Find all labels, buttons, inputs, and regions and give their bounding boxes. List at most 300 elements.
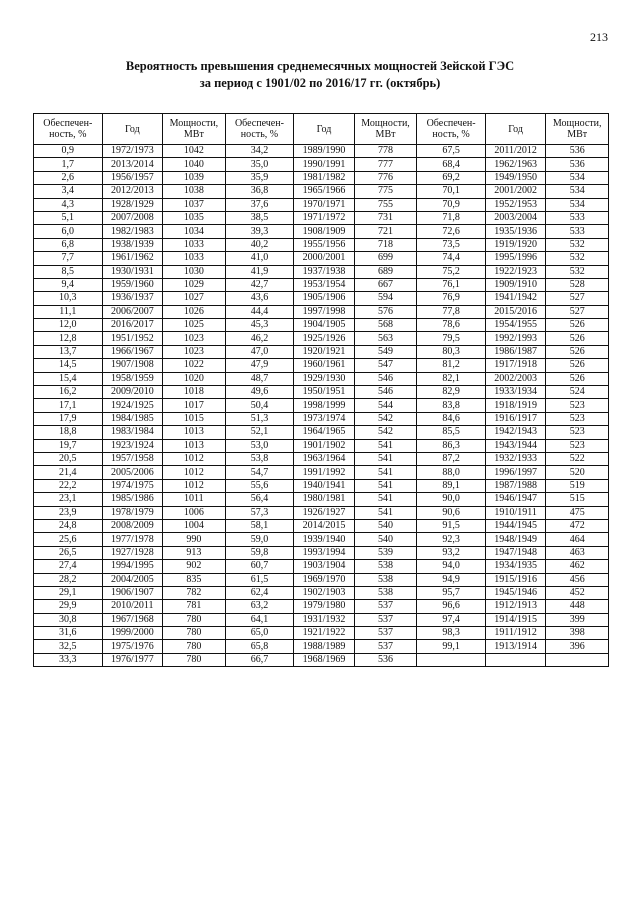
probability-cell: 17,1 [34,399,103,412]
year-cell: 1913/1914 [485,640,546,653]
probability-cell: 75,2 [417,265,486,278]
power-cell: 534 [546,171,609,184]
year-cell: 1922/1923 [485,265,546,278]
power-cell: 526 [546,319,609,332]
table-row [34,158,609,171]
year-cell: 1939/1940 [294,533,355,546]
probability-cell: 23,1 [34,493,103,506]
probability-cell: 54,7 [225,466,294,479]
table-row [34,145,609,158]
power-cell: 1012 [163,466,226,479]
power-cell: 475 [546,506,609,519]
power-cell: 533 [546,211,609,224]
probability-cell: 47,0 [225,345,294,358]
table-row [34,653,609,666]
year-cell: 1990/1991 [294,158,355,171]
table-row [34,319,609,332]
probability-cell [417,653,486,666]
probability-cell: 45,3 [225,319,294,332]
year-cell: 2007/2008 [102,211,163,224]
probability-cell: 88,0 [417,466,486,479]
power-cell: 527 [546,292,609,305]
probability-cell: 25,6 [34,533,103,546]
year-cell: 1966/1967 [102,345,163,358]
probability-cell: 56,4 [225,493,294,506]
power-cell: 541 [354,466,417,479]
year-cell: 2000/2001 [294,252,355,265]
year-cell: 1975/1976 [102,640,163,653]
year-cell: 2004/2005 [102,573,163,586]
year-cell: 1993/1994 [294,546,355,559]
power-cell: 399 [546,613,609,626]
power-cell: 523 [546,439,609,452]
year-cell: 1919/1920 [485,238,546,251]
year-cell: 1907/1908 [102,359,163,372]
power-cell: 533 [546,225,609,238]
power-cell: 541 [354,452,417,465]
probability-cell: 3,4 [34,185,103,198]
power-cell: 546 [354,372,417,385]
table-row [34,171,609,184]
table-row [34,198,609,211]
year-cell: 2012/2013 [102,185,163,198]
probability-cell: 31,6 [34,627,103,640]
power-cell: 835 [163,573,226,586]
power-cell: 689 [354,265,417,278]
year-cell: 1935/1936 [485,225,546,238]
probability-cell: 97,4 [417,613,486,626]
power-cell: 1012 [163,479,226,492]
probability-cell: 51,3 [225,412,294,425]
probability-cell: 55,6 [225,479,294,492]
year-cell: 1997/1998 [294,305,355,318]
power-cell: 1026 [163,305,226,318]
year-cell: 1917/1918 [485,359,546,372]
year-cell: 1982/1983 [102,225,163,238]
year-cell: 1934/1935 [485,560,546,573]
probability-cell: 52,1 [225,426,294,439]
power-cell: 721 [354,225,417,238]
probability-cell: 41,9 [225,265,294,278]
probability-cell: 20,5 [34,452,103,465]
probability-cell: 0,9 [34,145,103,158]
year-cell: 2014/2015 [294,519,355,532]
power-cell: 549 [354,345,417,358]
year-cell: 1904/1905 [294,319,355,332]
power-cell: 398 [546,627,609,640]
year-cell: 2013/2014 [102,158,163,171]
probability-cell: 85,5 [417,426,486,439]
power-cell: 780 [163,613,226,626]
probability-cell: 5,1 [34,211,103,224]
page-number: 213 [590,30,608,44]
year-cell: 1988/1989 [294,640,355,653]
power-cell: 448 [546,600,609,613]
probability-cell: 53,8 [225,452,294,465]
year-cell: 1969/1970 [294,573,355,586]
year-cell: 1950/1951 [294,386,355,399]
table-row [34,452,609,465]
power-cell: 463 [546,546,609,559]
power-cell: 1040 [163,158,226,171]
header-power-1: Мощности, МВт [163,114,226,145]
probability-cell: 87,2 [417,452,486,465]
page-title [0,58,640,92]
year-cell: 1974/1975 [102,479,163,492]
probability-cell: 63,2 [225,600,294,613]
power-cell: 1038 [163,185,226,198]
power-cell: 731 [354,211,417,224]
year-cell: 1971/1972 [294,211,355,224]
year-cell: 1933/1934 [485,386,546,399]
probability-cell: 78,6 [417,319,486,332]
probability-cell: 1,7 [34,158,103,171]
year-cell: 1962/1963 [485,158,546,171]
probability-cell: 60,7 [225,560,294,573]
table-row [34,426,609,439]
title-line-1: Вероятность превышения среднемесячных мощностей Зейской ГЭС [125,59,515,73]
header-probability-2: Обеспечен-ность, % [225,114,294,145]
year-cell: 1927/1928 [102,546,163,559]
power-cell: 1013 [163,439,226,452]
probability-cell: 38,5 [225,211,294,224]
header-probability-3: Обеспечен-ность, % [417,114,486,145]
year-cell: 1915/1916 [485,573,546,586]
probability-cell: 43,6 [225,292,294,305]
probability-cell: 59,8 [225,546,294,559]
power-cell: 523 [546,412,609,425]
probability-cell: 14,5 [34,359,103,372]
year-cell: 1926/1927 [294,506,355,519]
year-cell: 2016/2017 [102,319,163,332]
power-cell: 1022 [163,359,226,372]
probability-cell: 23,9 [34,506,103,519]
header-probability-1: Обеспечен-ность, % [34,114,103,145]
power-cell: 1012 [163,452,226,465]
year-cell [485,653,546,666]
year-cell: 2015/2016 [485,305,546,318]
power-cell: 534 [546,198,609,211]
year-cell: 1970/1971 [294,198,355,211]
probability-cell: 81,2 [417,359,486,372]
power-cell: 547 [354,359,417,372]
probability-cell: 99,1 [417,640,486,653]
probability-cell: 53,0 [225,439,294,452]
power-cell: 667 [354,278,417,291]
probability-cell: 48,7 [225,372,294,385]
table-row [34,332,609,345]
year-cell: 1936/1937 [102,292,163,305]
power-cell: 532 [546,238,609,251]
power-cell: 520 [546,466,609,479]
probability-cell: 79,5 [417,332,486,345]
power-cell: 524 [546,386,609,399]
probability-cell: 41,0 [225,252,294,265]
year-cell: 1953/1954 [294,278,355,291]
power-cell: 775 [354,185,417,198]
probability-cell: 84,6 [417,412,486,425]
probability-cell: 13,7 [34,345,103,358]
power-cell: 538 [354,560,417,573]
probability-cell: 70,9 [417,198,486,211]
power-cell: 1039 [163,171,226,184]
probability-cell: 44,4 [225,305,294,318]
year-cell: 1959/1960 [102,278,163,291]
year-cell: 1947/1948 [485,546,546,559]
probability-cell: 90,0 [417,493,486,506]
year-cell: 1906/1907 [102,586,163,599]
year-cell: 1967/1968 [102,613,163,626]
table-row [34,439,609,452]
probability-cell: 40,2 [225,238,294,251]
table-row [34,600,609,613]
year-cell: 1961/1962 [102,252,163,265]
table-row [34,560,609,573]
year-cell: 1925/1926 [294,332,355,345]
probability-cell: 62,4 [225,586,294,599]
probability-cell: 9,4 [34,278,103,291]
probability-cell: 58,1 [225,519,294,532]
power-cell: 452 [546,586,609,599]
year-cell: 1949/1950 [485,171,546,184]
year-cell: 1951/1952 [102,332,163,345]
probability-cell: 4,3 [34,198,103,211]
probability-cell: 37,6 [225,198,294,211]
year-cell: 1972/1973 [102,145,163,158]
power-cell: 544 [354,399,417,412]
power-cell: 526 [546,345,609,358]
year-cell: 1901/1902 [294,439,355,452]
probability-cell: 93,2 [417,546,486,559]
power-cell: 541 [354,493,417,506]
probability-cell: 26,5 [34,546,103,559]
year-cell: 1989/1990 [294,145,355,158]
year-cell: 1952/1953 [485,198,546,211]
table-row [34,265,609,278]
power-cell: 902 [163,560,226,573]
power-cell: 1004 [163,519,226,532]
probability-cell: 77,8 [417,305,486,318]
probability-cell: 70,1 [417,185,486,198]
power-cell: 1017 [163,399,226,412]
probability-cell: 27,4 [34,560,103,573]
probability-cell: 7,7 [34,252,103,265]
year-cell: 1981/1982 [294,171,355,184]
year-cell: 1955/1956 [294,238,355,251]
year-cell: 1999/2000 [102,627,163,640]
year-cell: 1909/1910 [485,278,546,291]
probability-cell: 28,2 [34,573,103,586]
year-cell: 1908/1909 [294,225,355,238]
table-row [34,573,609,586]
year-cell: 1910/1911 [485,506,546,519]
probability-cell: 29,1 [34,586,103,599]
probability-cell: 98,3 [417,627,486,640]
probability-cell: 83,8 [417,399,486,412]
year-cell: 1980/1981 [294,493,355,506]
probability-cell: 42,7 [225,278,294,291]
power-cell: 536 [354,653,417,666]
year-cell: 2011/2012 [485,145,546,158]
probability-cell: 92,3 [417,533,486,546]
year-cell: 1977/1978 [102,533,163,546]
power-cell: 568 [354,319,417,332]
year-cell: 1965/1966 [294,185,355,198]
year-cell: 1948/1949 [485,533,546,546]
power-cell: 781 [163,600,226,613]
power-cell: 532 [546,252,609,265]
power-cell: 464 [546,533,609,546]
power-cell: 1023 [163,345,226,358]
year-cell: 1911/1912 [485,627,546,640]
table-row [34,493,609,506]
probability-cell: 17,9 [34,412,103,425]
power-cell: 780 [163,627,226,640]
table-header-row [34,114,609,145]
year-cell: 1996/1997 [485,466,546,479]
power-cell: 1030 [163,265,226,278]
power-cell: 537 [354,627,417,640]
power-cell: 522 [546,452,609,465]
table-row [34,372,609,385]
probability-cell: 73,5 [417,238,486,251]
probability-cell: 34,2 [225,145,294,158]
power-cell: 1035 [163,211,226,224]
probability-cell: 66,7 [225,653,294,666]
probability-cell: 39,3 [225,225,294,238]
probability-cell: 68,4 [417,158,486,171]
header-year-2: Год [294,114,355,145]
year-cell: 1921/1922 [294,627,355,640]
year-cell: 1932/1933 [485,452,546,465]
power-cell: 539 [354,546,417,559]
year-cell: 1956/1957 [102,171,163,184]
probability-cell: 21,4 [34,466,103,479]
year-cell: 1994/1995 [102,560,163,573]
year-cell: 1942/1943 [485,426,546,439]
power-cell: 542 [354,426,417,439]
year-cell: 1954/1955 [485,319,546,332]
probability-cell: 65,0 [225,627,294,640]
table-row [34,185,609,198]
probability-cell: 95,7 [417,586,486,599]
year-cell: 2002/2003 [485,372,546,385]
probability-cell: 35,9 [225,171,294,184]
probability-cell: 24,8 [34,519,103,532]
title-line-2: за период с 1901/02 по 2016/17 гг. (октябрь) [199,76,441,90]
power-cell: 540 [354,533,417,546]
year-cell: 1945/1946 [485,586,546,599]
probability-cell: 16,2 [34,386,103,399]
year-cell: 1944/1945 [485,519,546,532]
probability-cell: 82,1 [417,372,486,385]
probability-cell: 69,2 [417,171,486,184]
probability-cell: 46,2 [225,332,294,345]
year-cell: 2008/2009 [102,519,163,532]
probability-table [33,113,609,667]
table-row [34,533,609,546]
power-cell: 1029 [163,278,226,291]
power-cell: 515 [546,493,609,506]
year-cell: 1973/1974 [294,412,355,425]
power-cell: 541 [354,439,417,452]
year-cell: 1912/1913 [485,600,546,613]
power-cell: 1006 [163,506,226,519]
probability-cell: 8,5 [34,265,103,278]
probability-cell: 32,5 [34,640,103,653]
power-cell: 526 [546,359,609,372]
power-cell: 526 [546,332,609,345]
year-cell: 1998/1999 [294,399,355,412]
probability-cell: 86,3 [417,439,486,452]
power-cell: 536 [546,145,609,158]
probability-cell: 12,0 [34,319,103,332]
power-cell: 1025 [163,319,226,332]
probability-cell: 15,4 [34,372,103,385]
table-row [34,345,609,358]
power-cell: 1020 [163,372,226,385]
probability-cell: 6,0 [34,225,103,238]
probability-cell: 94,9 [417,573,486,586]
year-cell: 2001/2002 [485,185,546,198]
year-cell: 2005/2006 [102,466,163,479]
power-cell: 699 [354,252,417,265]
power-cell: 396 [546,640,609,653]
power-cell: 462 [546,560,609,573]
power-cell: 523 [546,399,609,412]
year-cell: 1983/1984 [102,426,163,439]
power-cell: 1011 [163,493,226,506]
probability-cell: 94,0 [417,560,486,573]
probability-cell: 33,3 [34,653,103,666]
table-row [34,399,609,412]
probability-cell: 36,8 [225,185,294,198]
probability-cell: 82,9 [417,386,486,399]
year-cell: 1986/1987 [485,345,546,358]
probability-cell: 29,9 [34,600,103,613]
year-cell: 1957/1958 [102,452,163,465]
probability-cell: 57,3 [225,506,294,519]
power-cell: 456 [546,573,609,586]
power-cell: 541 [354,506,417,519]
header-power-3: Мощности, МВт [546,114,609,145]
power-cell: 1042 [163,145,226,158]
probability-cell: 22,2 [34,479,103,492]
year-cell: 2003/2004 [485,211,546,224]
power-cell: 538 [354,586,417,599]
year-cell: 1964/1965 [294,426,355,439]
power-cell: 990 [163,533,226,546]
power-cell: 538 [354,573,417,586]
year-cell: 1978/1979 [102,506,163,519]
power-cell: 540 [354,519,417,532]
table-row [34,479,609,492]
power-cell: 1034 [163,225,226,238]
table-row [34,292,609,305]
year-cell: 1987/1988 [485,479,546,492]
power-cell: 542 [354,412,417,425]
power-cell: 537 [354,613,417,626]
table-row [34,278,609,291]
power-cell: 1037 [163,198,226,211]
power-cell: 1015 [163,412,226,425]
year-cell: 1903/1904 [294,560,355,573]
power-cell: 527 [546,305,609,318]
power-cell: 1013 [163,426,226,439]
year-cell: 1930/1931 [102,265,163,278]
year-cell: 2010/2011 [102,600,163,613]
power-cell: 1018 [163,386,226,399]
